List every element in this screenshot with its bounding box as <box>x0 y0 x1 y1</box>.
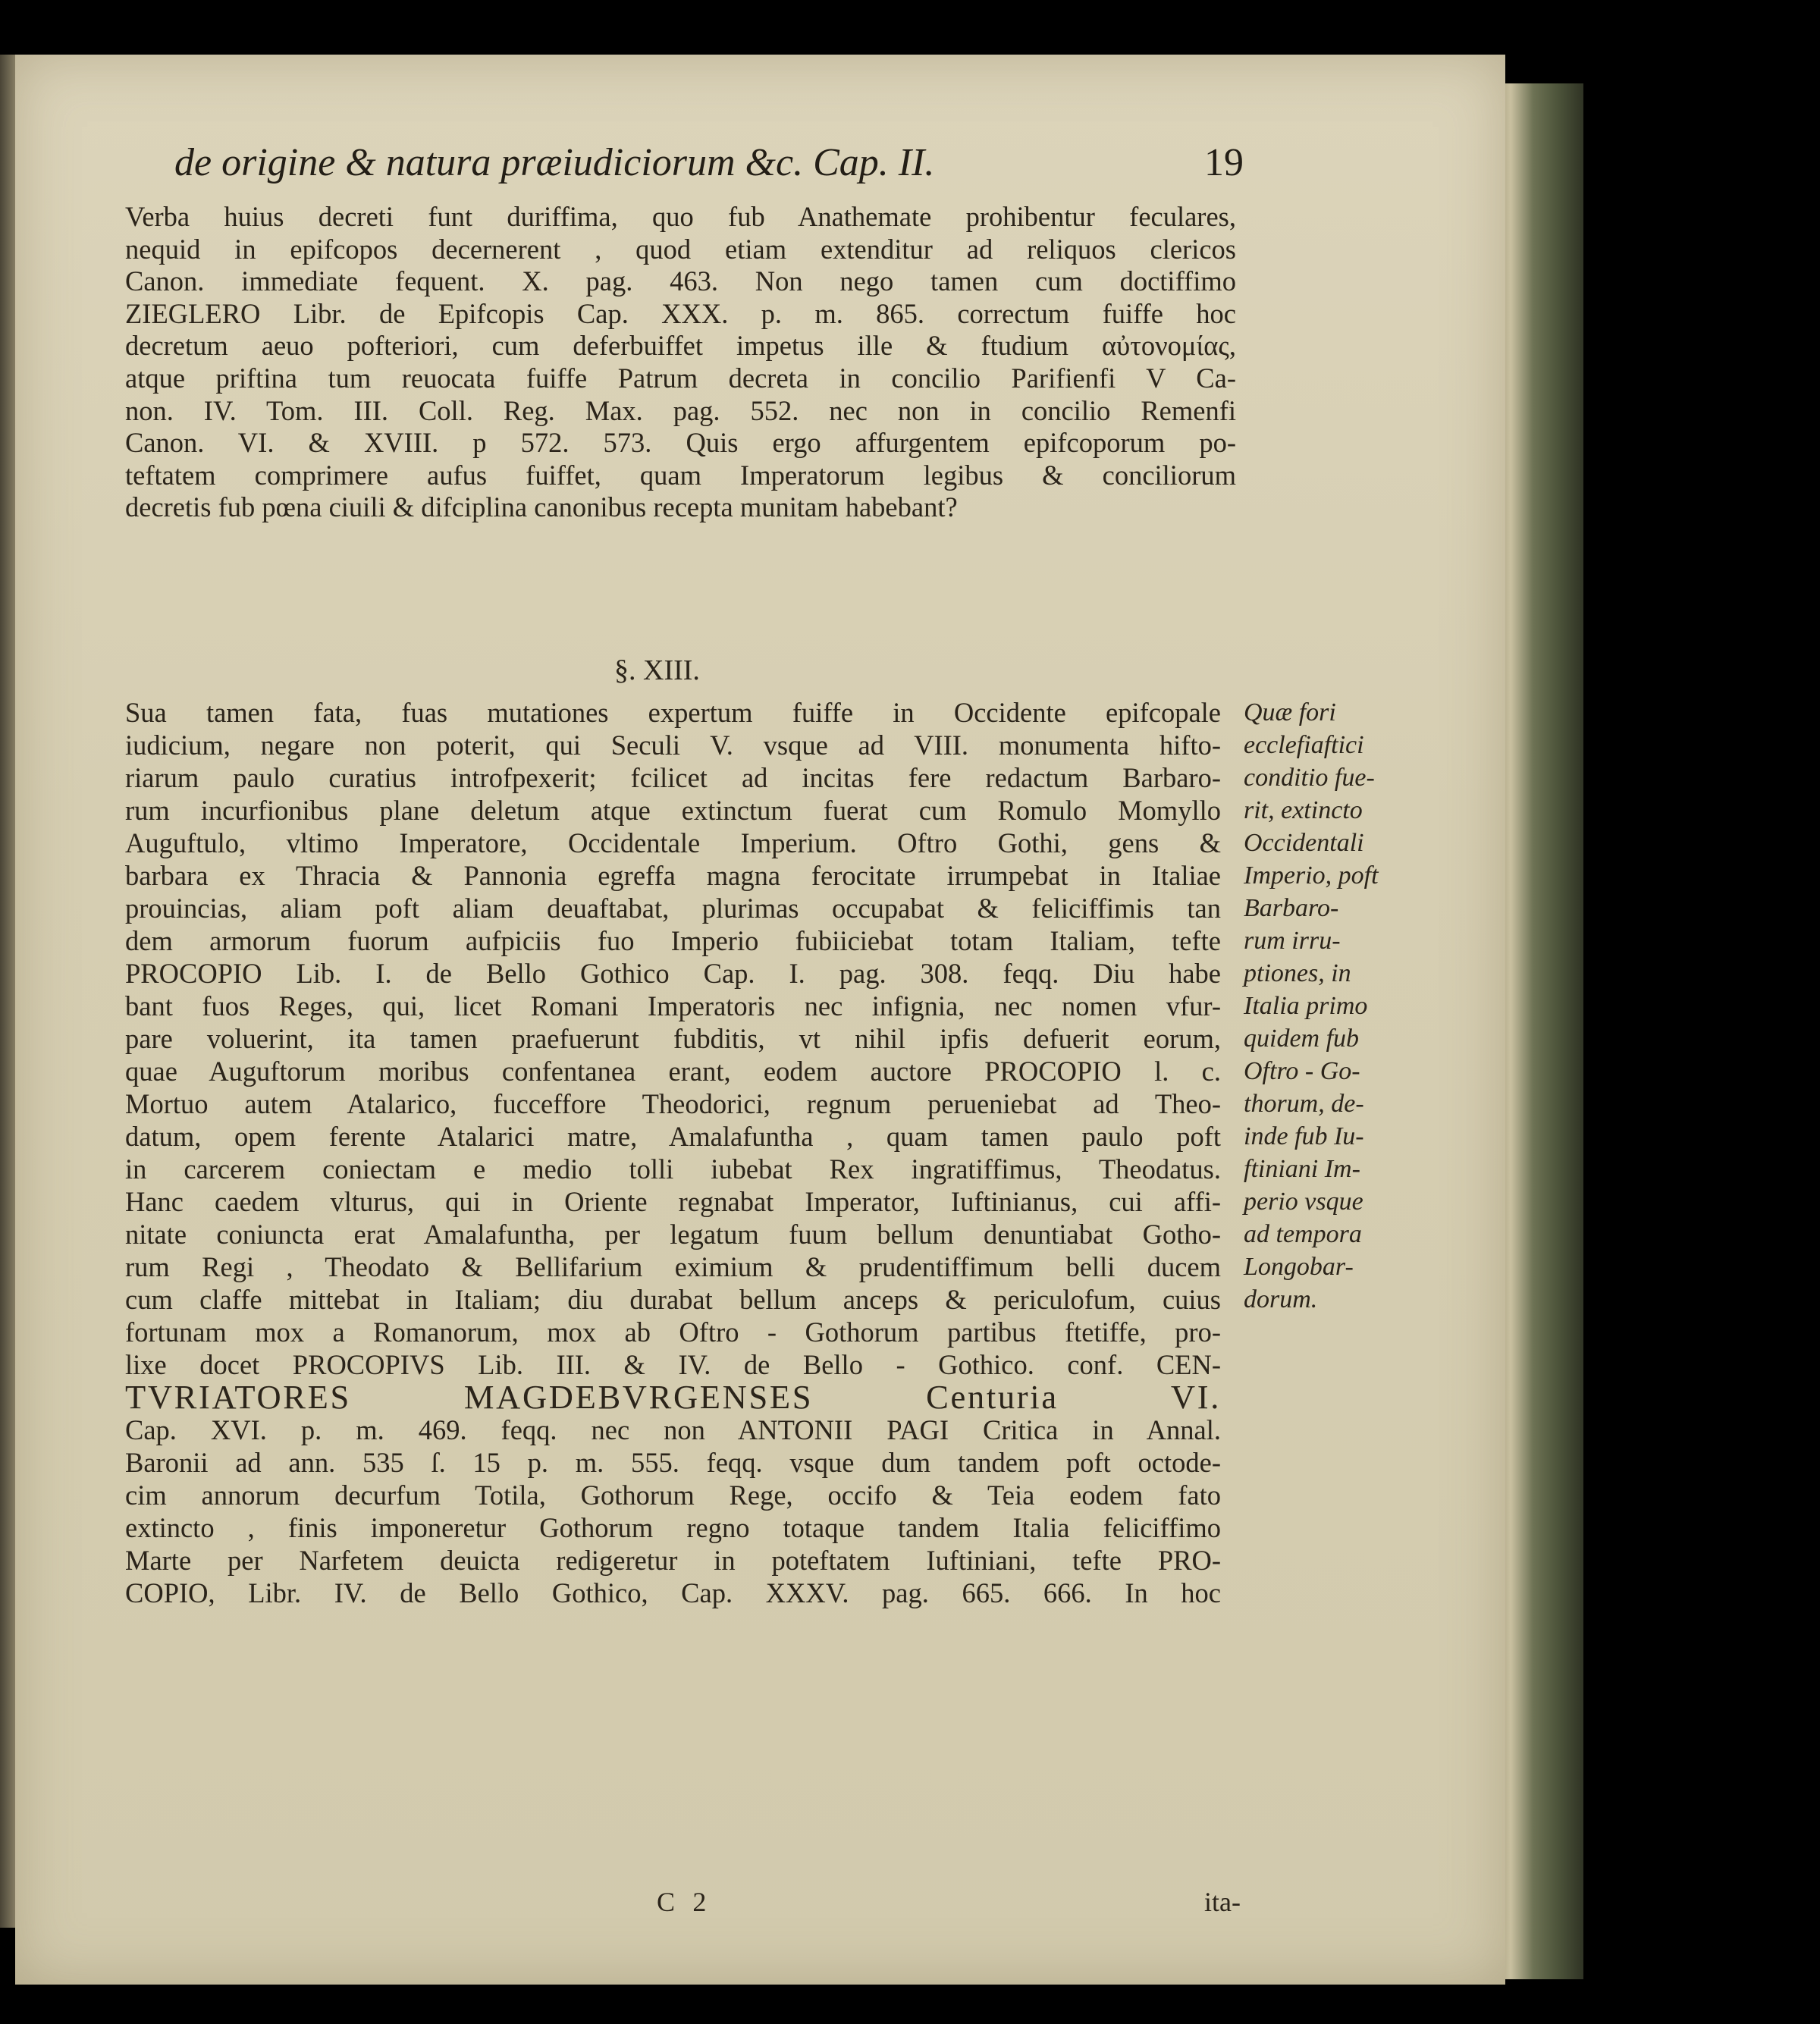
section-heading: §. XIII. <box>614 654 700 686</box>
text-line: non. IV. Tom. III. Coll. Reg. Max. pag. 552. nec non in concilio Remenfi <box>125 394 1236 426</box>
margin-line: inde fub Iu- <box>1244 1122 1364 1150</box>
signature-mark: C 2 <box>657 1887 712 1917</box>
text-line: nitate coniuncta erat Amalafuntha, per legatum fuum bellum denuntiabat Gotho- <box>125 1219 1221 1250</box>
text-line: COPIO, Libr. IV. de Bello Gothico, Cap. XXXV. pag. 665. 666. In hoc <box>125 1577 1221 1608</box>
paragraph-2 <box>125 696 1240 1609</box>
text-line: Auguftulo, vltimo Imperatore, Occidentale Imperium. Oftro Gothi, gens & <box>125 827 1221 858</box>
text-line: pare voluerint, ita tamen praefuerunt fubditis, vt nihil ipfis defuerit eorum, <box>125 1023 1221 1054</box>
text-line: prouincias, aliam poft aliam deuaftabat, plurimas occupabat & feliciffimis tan <box>125 893 1221 924</box>
text-line: extincto , finis imponeretur Gothorum regno totaque tandem Italia feliciffimo <box>125 1512 1221 1543</box>
text-line: fortunam mox a Romanorum, mox ab Oftro - Gothorum partibus ftetiffe, pro- <box>125 1316 1221 1348</box>
text-line: bant fuos Reges, qui, licet Romani Imperatoris nec infignia, nec nomen vfur- <box>125 990 1221 1021</box>
text-line: lixe docet PROCOPIVS Lib. III. & IV. de Bello - Gothico. conf. CEN- <box>125 1349 1221 1380</box>
margin-line: quidem fub <box>1244 1025 1360 1053</box>
margin-line: Oftro - Go- <box>1244 1057 1360 1085</box>
marginal-note <box>1244 696 1403 1316</box>
margin-line: ecclefiaftici <box>1244 731 1364 759</box>
text-line: teftatem comprimere aufus fuiffet, quam Imperatorum legibus & conciliorum <box>125 459 1236 491</box>
margin-line: Occidentali <box>1244 829 1364 857</box>
margin-line: thorum, de- <box>1244 1090 1364 1118</box>
text-line: cum claffe mittebat in Italiam; diu durabat bellum anceps & periculofum, cuius <box>125 1284 1221 1315</box>
running-head-title: de origine & natura præiudiciorum &c. Cap. II. <box>174 141 935 184</box>
text-line: rum incurfionibus plane deletum atque extinctum fuerat cum Romulo Momyllo <box>125 795 1221 826</box>
text-line: Mortuo autem Atalarico, fucceffore Theodorici, regnum perueniebat ad Theo- <box>125 1088 1221 1119</box>
text-line: decretum aeuo pofteriori, cum deferbuiffet impetus ille & ftudium αὐτονομίας, <box>125 330 1236 362</box>
text-line: atque priftina tum reuocata fuiffe Patrum decreta in concilio Parifienfi V Ca- <box>125 362 1236 394</box>
text-line: riarum paulo curatius introfpexerit; fcilicet ad incitas fere redactum Barbaro- <box>125 762 1221 793</box>
running-head <box>174 140 1244 193</box>
text-line: PROCOPIO Lib. I. de Bello Gothico Cap. I. pag. 308. feqq. Diu habe <box>125 958 1221 989</box>
margin-line: Barbaro- <box>1244 894 1339 922</box>
text-line: dem armorum fuorum aufpiciis fuo Imperio fubiiciebat totam Italiam, tefte <box>125 925 1221 956</box>
margin-line: conditio fue- <box>1244 764 1375 792</box>
margin-line: perio vsque <box>1244 1188 1363 1216</box>
book-fore-edge <box>1492 83 1583 1979</box>
text-line: Canon. VI. & XVIII. p 572. 573. Quis ergo affurgentem epifcoporum po- <box>125 427 1236 459</box>
text-line: Hanc caedem vlturus, qui in Oriente regnabat Imperator, Iuftinianus, cui affi- <box>125 1186 1221 1217</box>
text-line: ZIEGLERO Libr. de Epifcopis Cap. XXX. p. m. 865. correctum fuiffe hoc <box>125 297 1236 329</box>
text-line: Sua tamen fata, fuas mutationes expertum fuiffe in Occidente epifcopale <box>125 697 1221 728</box>
margin-line: ad tempora <box>1244 1220 1362 1248</box>
text-line: quae Auguftorum moribus confentanea erant, eodem auctore PROCOPIO l. c. <box>125 1056 1221 1087</box>
text-line: datum, opem ferente Atalarici matre, Amalafuntha , quam tamen paulo poft <box>125 1121 1221 1152</box>
text-line: rum Regi , Theodato & Bellifarium eximium & prudentiffimum belli ducem <box>125 1251 1221 1282</box>
text-line: decretis fub pœna ciuili & difciplina canonibus recepta munitam habebant? <box>125 491 958 523</box>
margin-line: Quæ fori <box>1244 698 1336 726</box>
text-line: iudicium, negare non poterit, qui Seculi V. vsque ad VIII. monumenta hifto- <box>125 730 1221 761</box>
paragraph-1 <box>125 201 1236 524</box>
margin-line: ftiniani Im- <box>1244 1155 1360 1183</box>
page-number: 19 <box>1204 141 1244 184</box>
text-line: Baronii ad ann. 535 ſ. 15 p. m. 555. feqq. vsque dum tandem poft octode- <box>125 1447 1221 1478</box>
text-line: in carcerem coniectam e medio tolli iubebat Rex ingratiffimus, Theodatus. <box>125 1153 1221 1185</box>
margin-line: ptiones, in <box>1244 959 1351 987</box>
margin-line: rit, extincto <box>1244 796 1363 824</box>
text-line: cim annorum decurfum Totila, Gothorum Rege, occifo & Teia eodem fato <box>125 1480 1221 1511</box>
margin-line: Imperio, poft <box>1244 861 1379 890</box>
margin-line: rum irru- <box>1244 927 1341 955</box>
catchword: ita- <box>1204 1887 1241 1917</box>
text-line: Verba huius decreti funt duriffima, quo fub Anathemate prohibentur feculares, <box>125 201 1236 232</box>
text-line: Canon. immediate fequent. X. pag. 463. Non nego tamen cum doctiffimo <box>125 265 1236 297</box>
text-line: barbara ex Thracia & Pannonia egreffa magna ferocitate irrumpebat in Italiae <box>125 860 1221 891</box>
margin-line: Italia primo <box>1244 992 1368 1020</box>
margin-line: dorum. <box>1244 1285 1318 1313</box>
text-line: Marte per Narfetem deuicta redigeretur in poteftatem Iuftiniani, tefte PRO- <box>125 1545 1221 1576</box>
text-line: TVRIATORES MAGDEBVRGENSES Centuria VI. <box>125 1378 1221 1416</box>
text-line: nequid in epifcopos decernerent , quod etiam extenditur ad reliquos clericos <box>125 233 1236 265</box>
margin-line: Longobar- <box>1244 1253 1354 1281</box>
text-line: Cap. XVI. p. m. 469. feqq. nec non ANTONII PAGI Critica in Annal. <box>125 1414 1221 1445</box>
